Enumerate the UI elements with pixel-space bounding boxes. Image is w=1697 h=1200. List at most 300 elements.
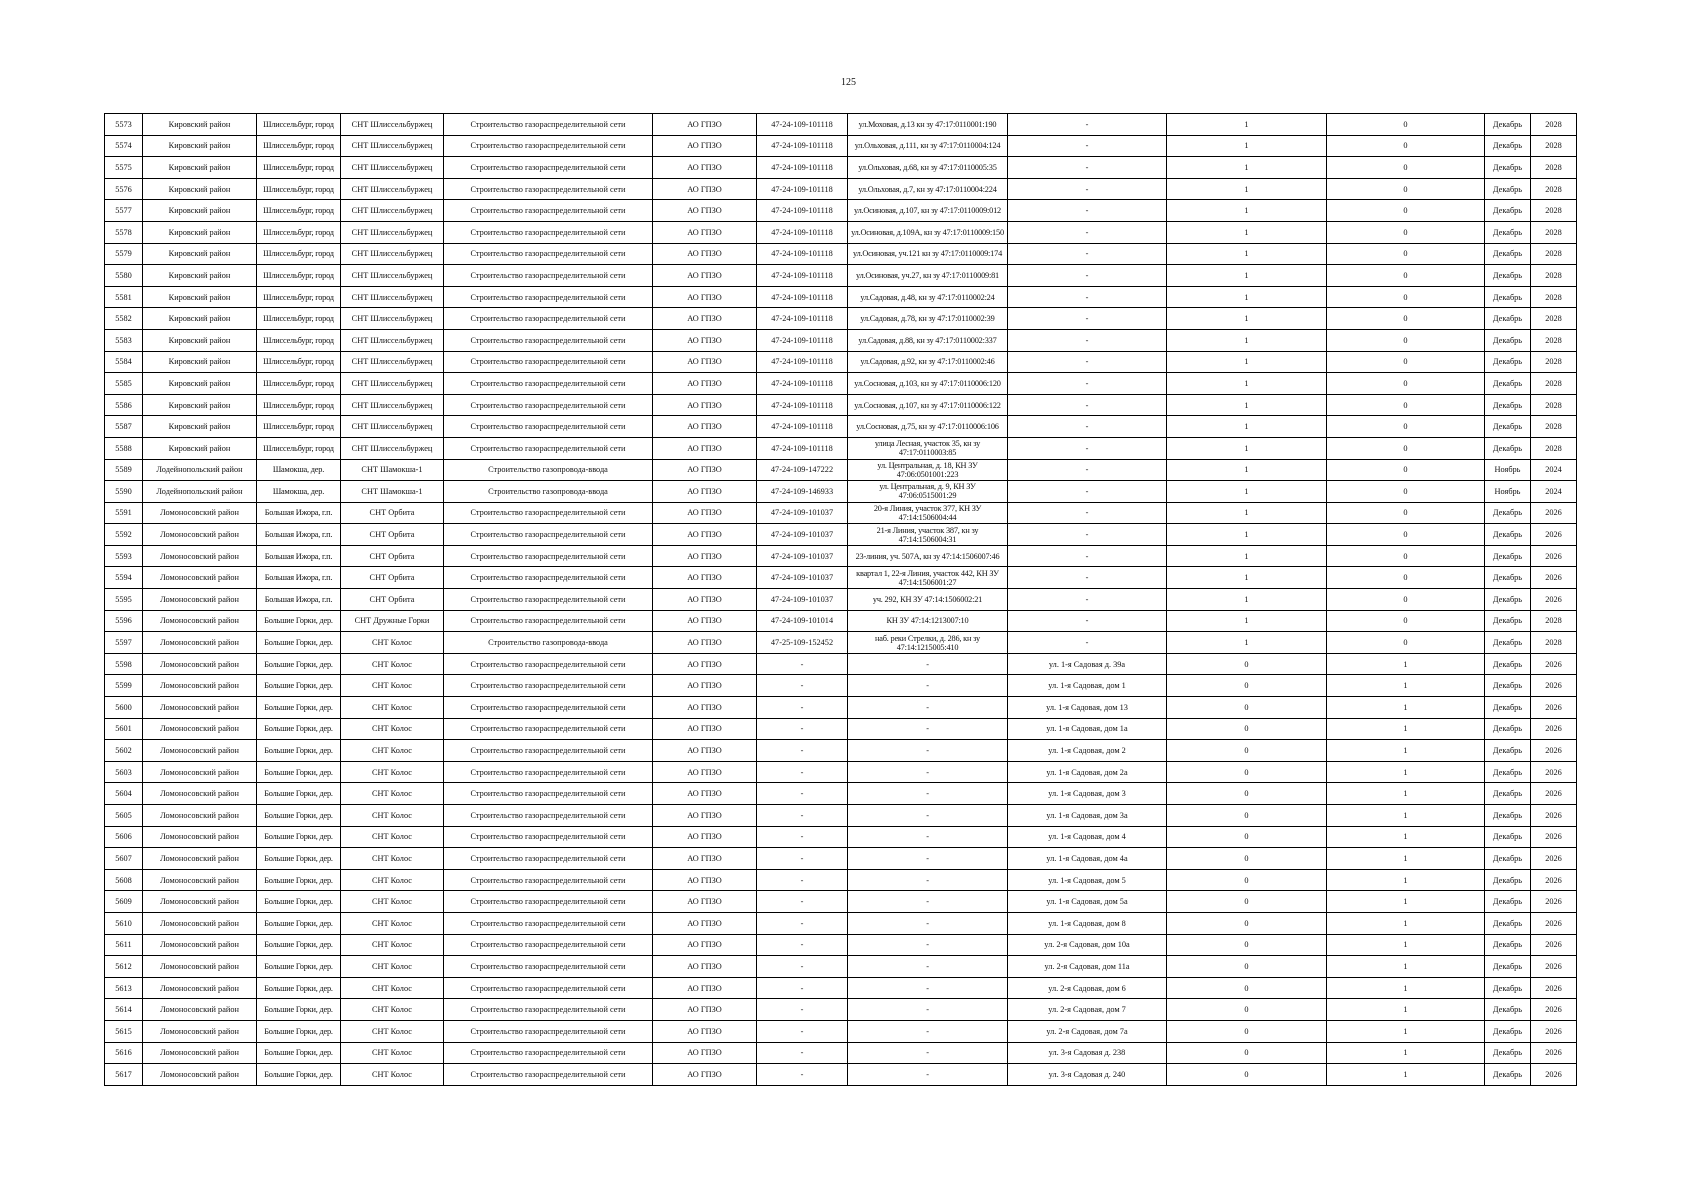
cell-district: Ломоносовский район xyxy=(143,1064,257,1086)
cell-year: 2026 xyxy=(1531,589,1577,611)
cell-address-cadastral: - xyxy=(848,718,1008,740)
cell-year: 2028 xyxy=(1531,114,1577,136)
cell-application-number: 47-24-109-101118 xyxy=(757,308,848,330)
cell-application-number: 47-24-109-101118 xyxy=(757,135,848,157)
cell-district: Ломоносовский район xyxy=(143,567,257,589)
cell-count-a: 0 xyxy=(1167,675,1327,697)
cell-settlement: Большие Горки, дер. xyxy=(257,632,341,654)
cell-count-b: 0 xyxy=(1327,394,1485,416)
cell-count-b: 0 xyxy=(1327,200,1485,222)
cell-count-b: 1 xyxy=(1327,653,1485,675)
table-row xyxy=(105,761,1577,783)
cell-count-b: 1 xyxy=(1327,869,1485,891)
cell-organization: АО ГПЗО xyxy=(653,610,757,632)
cell-year: 2028 xyxy=(1531,437,1577,459)
cell-row-number: 5591 xyxy=(105,502,143,524)
cell-count-b: 0 xyxy=(1327,308,1485,330)
cell-count-b: 0 xyxy=(1327,459,1485,481)
page-number: 125 xyxy=(841,77,856,88)
cell-year: 2026 xyxy=(1531,697,1577,719)
cell-district: Ломоносовский район xyxy=(143,545,257,567)
cell-district: Ломоносовский район xyxy=(143,761,257,783)
cell-count-b: 0 xyxy=(1327,329,1485,351)
cell-work-type: Строительство газораспределительной сети xyxy=(444,848,653,870)
cell-count-b: 0 xyxy=(1327,135,1485,157)
cell-snt-name: СНТ Колос xyxy=(341,891,444,913)
cell-application-number: - xyxy=(757,956,848,978)
cell-application-number: 47-24-109-101118 xyxy=(757,394,848,416)
cell-address-cadastral: - xyxy=(848,653,1008,675)
cell-year: 2028 xyxy=(1531,221,1577,243)
cell-month: Декабрь xyxy=(1485,826,1531,848)
cell-count-a: 1 xyxy=(1167,632,1327,654)
cell-district: Ломоносовский район xyxy=(143,977,257,999)
cell-year: 2028 xyxy=(1531,265,1577,287)
cell-month: Декабрь xyxy=(1485,416,1531,438)
cell-work-type: Строительство газораспределительной сети xyxy=(444,805,653,827)
cell-district: Ломоносовский район xyxy=(143,718,257,740)
cell-address: - xyxy=(1008,329,1167,351)
cell-work-type: Строительство газораспределительной сети xyxy=(444,243,653,265)
cell-organization: АО ГПЗО xyxy=(653,653,757,675)
cell-year: 2028 xyxy=(1531,286,1577,308)
cell-address: - xyxy=(1008,481,1167,503)
cell-address-cadastral: ул.Осиновая, д.109А, кн зу 47:17:0110009:150 xyxy=(848,221,1008,243)
cell-row-number: 5611 xyxy=(105,934,143,956)
cell-year: 2026 xyxy=(1531,912,1577,934)
cell-count-a: 1 xyxy=(1167,481,1327,503)
cell-row-number: 5612 xyxy=(105,956,143,978)
cell-application-number: 47-24-109-101118 xyxy=(757,329,848,351)
cell-work-type: Строительство газораспределительной сети xyxy=(444,329,653,351)
cell-snt-name: СНТ Шлиссельбуржец xyxy=(341,437,444,459)
cell-organization: АО ГПЗО xyxy=(653,135,757,157)
cell-count-b: 1 xyxy=(1327,697,1485,719)
table-row xyxy=(105,826,1577,848)
cell-row-number: 5599 xyxy=(105,675,143,697)
cell-row-number: 5573 xyxy=(105,114,143,136)
table-row xyxy=(105,502,1577,524)
cell-address-cadastral: - xyxy=(848,912,1008,934)
cell-count-a: 0 xyxy=(1167,740,1327,762)
cell-organization: АО ГПЗО xyxy=(653,502,757,524)
table-row xyxy=(105,912,1577,934)
cell-settlement: Большая Ижора, г.п. xyxy=(257,524,341,546)
cell-month: Декабрь xyxy=(1485,632,1531,654)
cell-organization: АО ГПЗО xyxy=(653,848,757,870)
cell-year: 2026 xyxy=(1531,999,1577,1021)
cell-settlement: Шлиссельбург, город xyxy=(257,265,341,287)
cell-count-a: 0 xyxy=(1167,934,1327,956)
cell-district: Кировский район xyxy=(143,308,257,330)
cell-address-cadastral: - xyxy=(848,1042,1008,1064)
cell-settlement: Большие Горки, дер. xyxy=(257,869,341,891)
cell-address: - xyxy=(1008,286,1167,308)
cell-settlement: Шлиссельбург, город xyxy=(257,200,341,222)
cell-count-b: 1 xyxy=(1327,783,1485,805)
cell-row-number: 5590 xyxy=(105,481,143,503)
cell-work-type: Строительство газораспределительной сети xyxy=(444,740,653,762)
cell-district: Ломоносовский район xyxy=(143,740,257,762)
cell-address: - xyxy=(1008,632,1167,654)
cell-snt-name: СНТ Шлиссельбуржец xyxy=(341,416,444,438)
cell-count-b: 1 xyxy=(1327,805,1485,827)
cell-year: 2026 xyxy=(1531,826,1577,848)
cell-organization: АО ГПЗО xyxy=(653,718,757,740)
cell-count-a: 1 xyxy=(1167,394,1327,416)
cell-organization: АО ГПЗО xyxy=(653,783,757,805)
cell-district: Кировский район xyxy=(143,437,257,459)
cell-address-cadastral: - xyxy=(848,783,1008,805)
cell-month: Декабрь xyxy=(1485,329,1531,351)
cell-snt-name: СНТ Орбита xyxy=(341,567,444,589)
cell-count-b: 0 xyxy=(1327,416,1485,438)
cell-month: Декабрь xyxy=(1485,373,1531,395)
cell-work-type: Строительство газораспределительной сети xyxy=(444,653,653,675)
table-row xyxy=(105,891,1577,913)
cell-month: Декабрь xyxy=(1485,610,1531,632)
cell-month: Декабрь xyxy=(1485,243,1531,265)
cell-settlement: Шлиссельбург, город xyxy=(257,178,341,200)
cell-count-b: 0 xyxy=(1327,114,1485,136)
cell-work-type: Строительство газораспределительной сети xyxy=(444,178,653,200)
cell-count-a: 1 xyxy=(1167,286,1327,308)
cell-organization: АО ГПЗО xyxy=(653,999,757,1021)
cell-organization: АО ГПЗО xyxy=(653,394,757,416)
cell-settlement: Большая Ижора, г.п. xyxy=(257,545,341,567)
cell-settlement: Шлиссельбург, город xyxy=(257,351,341,373)
cell-application-number: 47-24-109-101118 xyxy=(757,437,848,459)
cell-application-number: - xyxy=(757,1042,848,1064)
cell-year: 2028 xyxy=(1531,394,1577,416)
cell-settlement: Шлиссельбург, город xyxy=(257,114,341,136)
cell-district: Ломоносовский район xyxy=(143,869,257,891)
table-row xyxy=(105,459,1577,481)
cell-row-number: 5574 xyxy=(105,135,143,157)
cell-count-b: 0 xyxy=(1327,524,1485,546)
cell-month: Декабрь xyxy=(1485,178,1531,200)
cell-address: ул. 1-я Садовая, дом 1 xyxy=(1008,675,1167,697)
cell-settlement: Шлиссельбург, город xyxy=(257,286,341,308)
cell-row-number: 5588 xyxy=(105,437,143,459)
cell-snt-name: СНТ Орбита xyxy=(341,589,444,611)
cell-settlement: Шлиссельбург, город xyxy=(257,243,341,265)
cell-settlement: Большие Горки, дер. xyxy=(257,826,341,848)
cell-snt-name: СНТ Колос xyxy=(341,826,444,848)
cell-row-number: 5604 xyxy=(105,783,143,805)
cell-row-number: 5614 xyxy=(105,999,143,1021)
cell-address-cadastral: - xyxy=(848,1020,1008,1042)
cell-settlement: Шлиссельбург, город xyxy=(257,437,341,459)
cell-application-number: - xyxy=(757,912,848,934)
cell-month: Декабрь xyxy=(1485,157,1531,179)
cell-snt-name: СНТ Орбита xyxy=(341,502,444,524)
cell-work-type: Строительство газопровода-ввода xyxy=(444,459,653,481)
cell-snt-name: СНТ Шлиссельбуржец xyxy=(341,178,444,200)
cell-year: 2026 xyxy=(1531,1020,1577,1042)
cell-organization: АО ГПЗО xyxy=(653,956,757,978)
cell-address-cadastral: ул.Ольховая, д.7, кн зу 47:17:0110004:224 xyxy=(848,178,1008,200)
cell-address: - xyxy=(1008,157,1167,179)
cell-count-b: 0 xyxy=(1327,610,1485,632)
cell-address-cadastral: ул.Сосновая, д.107, кн зу 47:17:0110006:122 xyxy=(848,394,1008,416)
cell-work-type: Строительство газораспределительной сети xyxy=(444,934,653,956)
cell-district: Кировский район xyxy=(143,351,257,373)
cell-count-b: 0 xyxy=(1327,567,1485,589)
cell-settlement: Большие Горки, дер. xyxy=(257,740,341,762)
cell-application-number: 47-24-109-101118 xyxy=(757,157,848,179)
cell-address: ул. 1-я Садовая, дом 1а xyxy=(1008,718,1167,740)
cell-year: 2028 xyxy=(1531,632,1577,654)
cell-year: 2026 xyxy=(1531,653,1577,675)
cell-address-cadastral: ул.Осиновая, уч.121 кн зу 47:17:0110009:174 xyxy=(848,243,1008,265)
cell-district: Ломоносовский район xyxy=(143,502,257,524)
cell-year: 2026 xyxy=(1531,891,1577,913)
table-row xyxy=(105,977,1577,999)
cell-settlement: Шлиссельбург, город xyxy=(257,221,341,243)
cell-count-a: 1 xyxy=(1167,178,1327,200)
cell-count-b: 0 xyxy=(1327,437,1485,459)
cell-year: 2026 xyxy=(1531,524,1577,546)
cell-address: - xyxy=(1008,524,1167,546)
cell-settlement: Шамокша, дер. xyxy=(257,459,341,481)
cell-snt-name: СНТ Колос xyxy=(341,740,444,762)
cell-snt-name: СНТ Орбита xyxy=(341,524,444,546)
cell-application-number: - xyxy=(757,826,848,848)
cell-year: 2026 xyxy=(1531,740,1577,762)
cell-row-number: 5609 xyxy=(105,891,143,913)
cell-district: Кировский район xyxy=(143,265,257,287)
cell-year: 2028 xyxy=(1531,351,1577,373)
cell-work-type: Строительство газораспределительной сети xyxy=(444,1064,653,1086)
cell-snt-name: СНТ Орбита xyxy=(341,545,444,567)
cell-address-cadastral: - xyxy=(848,826,1008,848)
cell-row-number: 5615 xyxy=(105,1020,143,1042)
cell-month: Декабрь xyxy=(1485,1020,1531,1042)
cell-snt-name: СНТ Колос xyxy=(341,675,444,697)
cell-address-cadastral: - xyxy=(848,956,1008,978)
cell-settlement: Большие Горки, дер. xyxy=(257,783,341,805)
cell-snt-name: СНТ Колос xyxy=(341,999,444,1021)
cell-application-number: 47-24-109-147222 xyxy=(757,459,848,481)
cell-work-type: Строительство газораспределительной сети xyxy=(444,1042,653,1064)
cell-snt-name: СНТ Шлиссельбуржец xyxy=(341,329,444,351)
cell-settlement: Большие Горки, дер. xyxy=(257,848,341,870)
cell-district: Ломоносовский район xyxy=(143,956,257,978)
cell-year: 2028 xyxy=(1531,200,1577,222)
cell-address: - xyxy=(1008,545,1167,567)
cell-address: - xyxy=(1008,135,1167,157)
table-row xyxy=(105,848,1577,870)
cell-count-a: 1 xyxy=(1167,545,1327,567)
cell-snt-name: СНТ Шлиссельбуржец xyxy=(341,135,444,157)
cell-work-type: Строительство газораспределительной сети xyxy=(444,265,653,287)
table-row xyxy=(105,783,1577,805)
cell-address: ул. 1-я Садовая, дом 8 xyxy=(1008,912,1167,934)
cell-snt-name: СНТ Колос xyxy=(341,1020,444,1042)
cell-count-a: 0 xyxy=(1167,718,1327,740)
cell-address-cadastral: - xyxy=(848,891,1008,913)
cell-month: Декабрь xyxy=(1485,761,1531,783)
cell-district: Ломоносовский район xyxy=(143,934,257,956)
cell-address-cadastral: ул.Осиновая, уч.27, кн зу 47:17:0110009:81 xyxy=(848,265,1008,287)
cell-month: Декабрь xyxy=(1485,934,1531,956)
cell-snt-name: СНТ Шлиссельбуржец xyxy=(341,373,444,395)
cell-count-a: 0 xyxy=(1167,848,1327,870)
cell-address-cadastral: ул.Ольховая, д.68, кн зу 47:17:0110005:35 xyxy=(848,157,1008,179)
cell-organization: АО ГПЗО xyxy=(653,243,757,265)
cell-settlement: Большие Горки, дер. xyxy=(257,761,341,783)
table-row xyxy=(105,286,1577,308)
cell-count-a: 1 xyxy=(1167,437,1327,459)
cell-row-number: 5605 xyxy=(105,805,143,827)
cell-address: - xyxy=(1008,416,1167,438)
cell-month: Ноябрь xyxy=(1485,459,1531,481)
cell-organization: АО ГПЗО xyxy=(653,1020,757,1042)
cell-year: 2028 xyxy=(1531,416,1577,438)
cell-application-number: - xyxy=(757,718,848,740)
cell-address: - xyxy=(1008,394,1167,416)
cell-organization: АО ГПЗО xyxy=(653,1042,757,1064)
cell-settlement: Большие Горки, дер. xyxy=(257,675,341,697)
cell-settlement: Шлиссельбург, город xyxy=(257,416,341,438)
cell-application-number: - xyxy=(757,1064,848,1086)
cell-district: Кировский район xyxy=(143,286,257,308)
cell-district: Кировский район xyxy=(143,329,257,351)
cell-organization: АО ГПЗО xyxy=(653,740,757,762)
table-row xyxy=(105,114,1577,136)
cell-settlement: Большая Ижора, г.п. xyxy=(257,502,341,524)
cell-month: Декабрь xyxy=(1485,308,1531,330)
cell-work-type: Строительство газораспределительной сети xyxy=(444,114,653,136)
cell-settlement: Большие Горки, дер. xyxy=(257,1042,341,1064)
cell-organization: АО ГПЗО xyxy=(653,912,757,934)
cell-year: 2026 xyxy=(1531,848,1577,870)
cell-count-a: 1 xyxy=(1167,243,1327,265)
cell-row-number: 5596 xyxy=(105,610,143,632)
cell-organization: АО ГПЗО xyxy=(653,891,757,913)
cell-address-cadastral: ул.Садовая, д.92, кн зу 47:17:0110002:46 xyxy=(848,351,1008,373)
cell-work-type: Строительство газораспределительной сети xyxy=(444,999,653,1021)
cell-year: 2026 xyxy=(1531,675,1577,697)
cell-address: - xyxy=(1008,221,1167,243)
cell-work-type: Строительство газораспределительной сети xyxy=(444,977,653,999)
cell-address: - xyxy=(1008,243,1167,265)
cell-address-cadastral: улица Лесная, участок 35, кн зу 47:17:0110003:85 xyxy=(848,437,1008,459)
cell-application-number: - xyxy=(757,697,848,719)
cell-snt-name: СНТ Шлиссельбуржец xyxy=(341,394,444,416)
cell-month: Декабрь xyxy=(1485,675,1531,697)
cell-snt-name: СНТ Колос xyxy=(341,697,444,719)
cell-year: 2026 xyxy=(1531,567,1577,589)
cell-district: Кировский район xyxy=(143,114,257,136)
cell-organization: АО ГПЗО xyxy=(653,200,757,222)
cell-district: Ломоносовский район xyxy=(143,783,257,805)
cell-row-number: 5576 xyxy=(105,178,143,200)
cell-organization: АО ГПЗО xyxy=(653,761,757,783)
cell-count-a: 1 xyxy=(1167,373,1327,395)
cell-year: 2026 xyxy=(1531,934,1577,956)
table-row xyxy=(105,1042,1577,1064)
cell-count-b: 0 xyxy=(1327,221,1485,243)
cell-count-b: 1 xyxy=(1327,675,1485,697)
cell-count-a: 1 xyxy=(1167,567,1327,589)
cell-month: Декабрь xyxy=(1485,697,1531,719)
cell-work-type: Строительство газораспределительной сети xyxy=(444,135,653,157)
cell-address-cadastral: ул. Центральная, д. 18, КН ЗУ 47:06:0501001:223 xyxy=(848,459,1008,481)
cell-application-number: 47-25-109-152452 xyxy=(757,632,848,654)
cell-address-cadastral: ул.Садовая, д.78, кн зу 47:17:0110002:39 xyxy=(848,308,1008,330)
cell-address-cadastral: - xyxy=(848,740,1008,762)
table-row xyxy=(105,545,1577,567)
cell-count-b: 1 xyxy=(1327,891,1485,913)
cell-row-number: 5580 xyxy=(105,265,143,287)
cell-application-number: - xyxy=(757,675,848,697)
cell-count-b: 1 xyxy=(1327,912,1485,934)
cell-application-number: - xyxy=(757,869,848,891)
cell-count-a: 1 xyxy=(1167,135,1327,157)
cell-organization: АО ГПЗО xyxy=(653,157,757,179)
cell-count-b: 1 xyxy=(1327,740,1485,762)
cell-row-number: 5579 xyxy=(105,243,143,265)
cell-snt-name: СНТ Шлиссельбуржец xyxy=(341,157,444,179)
cell-month: Декабрь xyxy=(1485,265,1531,287)
cell-count-b: 0 xyxy=(1327,178,1485,200)
cell-year: 2026 xyxy=(1531,502,1577,524)
cell-organization: АО ГПЗО xyxy=(653,934,757,956)
cell-count-a: 1 xyxy=(1167,416,1327,438)
cell-count-b: 0 xyxy=(1327,545,1485,567)
table-row xyxy=(105,265,1577,287)
cell-address: ул. 2-я Садовая, дом 10а xyxy=(1008,934,1167,956)
cell-settlement: Большие Горки, дер. xyxy=(257,956,341,978)
cell-row-number: 5582 xyxy=(105,308,143,330)
cell-organization: АО ГПЗО xyxy=(653,416,757,438)
cell-snt-name: СНТ Колос xyxy=(341,1042,444,1064)
cell-count-b: 0 xyxy=(1327,243,1485,265)
cell-snt-name: СНТ Дружные Горки xyxy=(341,610,444,632)
cell-count-a: 1 xyxy=(1167,459,1327,481)
cell-row-number: 5586 xyxy=(105,394,143,416)
table-row xyxy=(105,437,1577,459)
cell-application-number: 47-24-109-101037 xyxy=(757,524,848,546)
cell-organization: АО ГПЗО xyxy=(653,459,757,481)
table-row xyxy=(105,524,1577,546)
table-row xyxy=(105,697,1577,719)
cell-district: Ломоносовский район xyxy=(143,524,257,546)
cell-district: Ломоносовский район xyxy=(143,805,257,827)
cell-address: ул. 1-я Садовая, дом 3а xyxy=(1008,805,1167,827)
cell-address-cadastral: ул.Садовая, д.48, кн зу 47:17:0110002:24 xyxy=(848,286,1008,308)
table-row xyxy=(105,394,1577,416)
cell-application-number: 47-24-109-101037 xyxy=(757,567,848,589)
cell-address: ул. 1-я Садовая, дом 4 xyxy=(1008,826,1167,848)
cell-settlement: Большие Горки, дер. xyxy=(257,977,341,999)
cell-address: ул. 2-я Садовая, дом 7 xyxy=(1008,999,1167,1021)
cell-count-b: 0 xyxy=(1327,502,1485,524)
table-row xyxy=(105,718,1577,740)
cell-work-type: Строительство газораспределительной сети xyxy=(444,416,653,438)
cell-district: Ломоносовский район xyxy=(143,589,257,611)
cell-settlement: Шлиссельбург, город xyxy=(257,135,341,157)
cell-district: Кировский район xyxy=(143,200,257,222)
cell-address-cadastral: - xyxy=(848,805,1008,827)
cell-month: Декабрь xyxy=(1485,891,1531,913)
cell-snt-name: СНТ Шлиссельбуржец xyxy=(341,308,444,330)
cell-count-a: 0 xyxy=(1167,805,1327,827)
cell-address: - xyxy=(1008,265,1167,287)
cell-snt-name: СНТ Колос xyxy=(341,912,444,934)
